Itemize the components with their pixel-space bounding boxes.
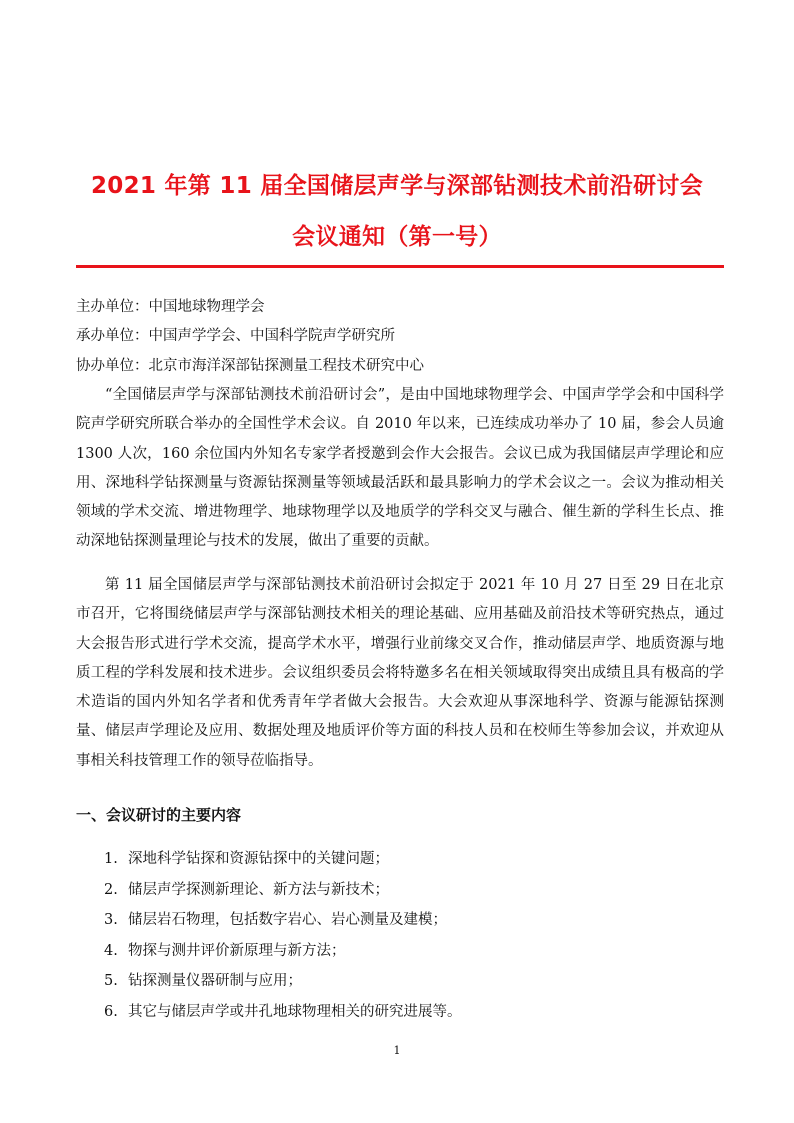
host-unit: 主办单位：中国地球物理学会 (76, 299, 265, 315)
intro-paragraph: “全国储层声学与深部钻测技术前沿研讨会”，是由中国地球物理学会、中国声学学会和中国科学院声学研究所联合举办的全国性学术会议。自 2010 年以来，已连续成功举办了 10 届，参会人员逾 1300 人次，160 余位国内外知名专家学者授邀到会作大会报告。会议已成为我国储层声学理论和应用、深地科学钻探测量与资源钻探测量等领域最活跃和最具影响力的学术会议之一。会议为推动相关领域的学术交流、增进物理学、地球物理学以及地质学的学科交叉与融合、催生新的学科生长点、推动深地钻探测量理论与技术的发展，做出了重要的贡献。 (76, 387, 724, 550)
list-item-number: 1. (104, 851, 118, 867)
section-heading: 一、会议研讨的主要内容 (76, 806, 242, 824)
list-item-text: 深地科学钻探和资源钻探中的关键问题； (128, 851, 389, 867)
list-item-text: 储层声学探测新理论、新方法与新技术； (128, 881, 389, 898)
list-item (104, 941, 462, 972)
list-item-text: 其它与储层声学或井孔地球物理相关的研究进展等。 (128, 1003, 462, 1020)
meeting-paragraph: 第 11 届全国储层声学与深部钻测技术前沿研讨会拟定于 2021 年 10 月 27 日至 29 日在北京市召开，它将围绕储层声学与深部钻测技术相关的理论基础、应用基础及前沿技术等研究热点，通过大会报告形式进行学术交流，提高学术水平，增强行业前缘交叉合作，推动储层声学、地质资源与地质工程的学科发展和技术进步。会议组织委员会将特邀多名在相关领域取得突出成绩且具有极高的学术造诣的国内外知名学者和优秀青年学者做大会报告。大会欢迎从事深地科学、资源与能源钻探测量、储层声学理论及应用、数据处理及地质评价等方面的科技人员和在校师生等参加会议，并欢迎从事相关科技管理工作的领导莅临指导。 (76, 577, 724, 769)
list-item-number: 4. (104, 942, 118, 959)
list-item (104, 1002, 462, 1033)
list-item-number: 3. (104, 912, 118, 929)
list-item-text: 储层岩石物理，包括数字岩心、岩心测量及建模； (128, 912, 447, 929)
organizer-unit: 承办单位：中国声学学会、中国科学院声学研究所 (76, 328, 395, 344)
co-organizer-unit: 协办单位：北京市海洋深部钻探测量工程技术研究中心 (76, 358, 424, 374)
list-item (104, 910, 462, 941)
document-subtitle: 会议通知（第一号） (292, 224, 502, 250)
list-item-text: 钻探测量仪器研制与应用； (128, 973, 302, 990)
list-item-number: 5. (104, 973, 118, 990)
list-item-text: 物探与测井评价新原理与新方法； (128, 942, 346, 959)
list-item-number: 6. (104, 1003, 118, 1020)
list-item (104, 880, 462, 911)
topic-list (104, 849, 462, 1033)
list-item-number: 2. (104, 881, 118, 898)
list-item (104, 971, 462, 1002)
page-number: 1 (393, 1044, 401, 1057)
title-divider (76, 265, 724, 268)
document-title: 2021 年第 11 届全国储层声学与深部钻测技术前沿研讨会 (90, 173, 704, 199)
list-item (104, 849, 462, 880)
